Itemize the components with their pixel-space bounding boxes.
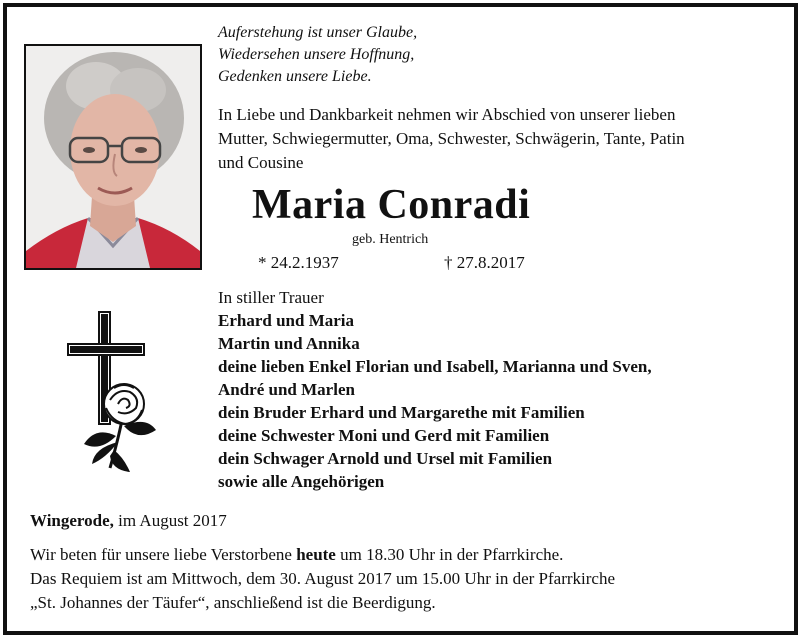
death-symbol: †	[444, 253, 453, 272]
birth-date: * 24.2.1937	[258, 253, 339, 272]
mourner-line: Martin und Annika	[218, 334, 360, 353]
notice-line	[30, 543, 780, 567]
place-date	[30, 509, 227, 533]
notice-line: „St. Johannes der Täufer“, anschließend ist die Beerdigung.	[30, 593, 436, 612]
notice-today: heute	[296, 545, 336, 564]
motto-line: Wiedersehen unsere Hoffnung,	[218, 46, 415, 63]
intro-line: und Cousine	[218, 153, 304, 172]
mourner-line: dein Schwager Arnold und Ursel mit Familien	[218, 449, 553, 468]
death-date-line	[444, 252, 525, 274]
motto	[218, 22, 417, 88]
portrait-illustration	[26, 46, 200, 268]
deceased-name: Maria Conradi	[252, 182, 531, 228]
mourner-line: Erhard und Maria	[218, 311, 355, 330]
mourner-line: deine Schwester Moni und Gerd mit Familien	[218, 426, 550, 445]
service-notice	[30, 543, 780, 615]
notice-text: Wir beten für unsere liebe Verstorbene	[30, 545, 297, 564]
mourners-heading: In stiller Trauer	[218, 288, 324, 307]
mourner-line: deine lieben Enkel Florian und Isabell, Marianna und Sven,	[218, 357, 652, 376]
mourner-line: André und Marlen	[218, 380, 355, 399]
place-month: im August 2017	[113, 511, 227, 530]
notice-line: Das Requiem ist am Mittwoch, dem 30. August 2017 um 15.00 Uhr in der Pfarrkirche	[30, 569, 615, 588]
place-town: Wingerode,	[30, 511, 114, 530]
intro-line: In Liebe und Dankbarkeit nehmen wir Abschied von unserer lieben	[218, 105, 676, 124]
motto-line: Auferstehung ist unser Glaube,	[218, 24, 418, 41]
intro-line: Mutter, Schwiegermutter, Oma, Schwester, Schwägerin, Tante, Patin	[218, 129, 685, 148]
notice-text: um 18.30 Uhr in der Pfarrkirche.	[335, 545, 564, 564]
mourner-line: dein Bruder Erhard und Margarethe mit Familien	[218, 403, 585, 422]
cross-with-rose-icon	[66, 308, 162, 479]
mourner-line: sowie alle Angehörigen	[218, 472, 385, 491]
mourners-list	[218, 286, 778, 493]
death-date: 27.8.2017	[456, 253, 525, 272]
portrait-photo	[24, 44, 202, 270]
born-name: geb. Hentrich	[352, 232, 429, 247]
motto-line: Gedenken unsere Liebe.	[218, 68, 372, 85]
intro-text	[218, 103, 778, 175]
